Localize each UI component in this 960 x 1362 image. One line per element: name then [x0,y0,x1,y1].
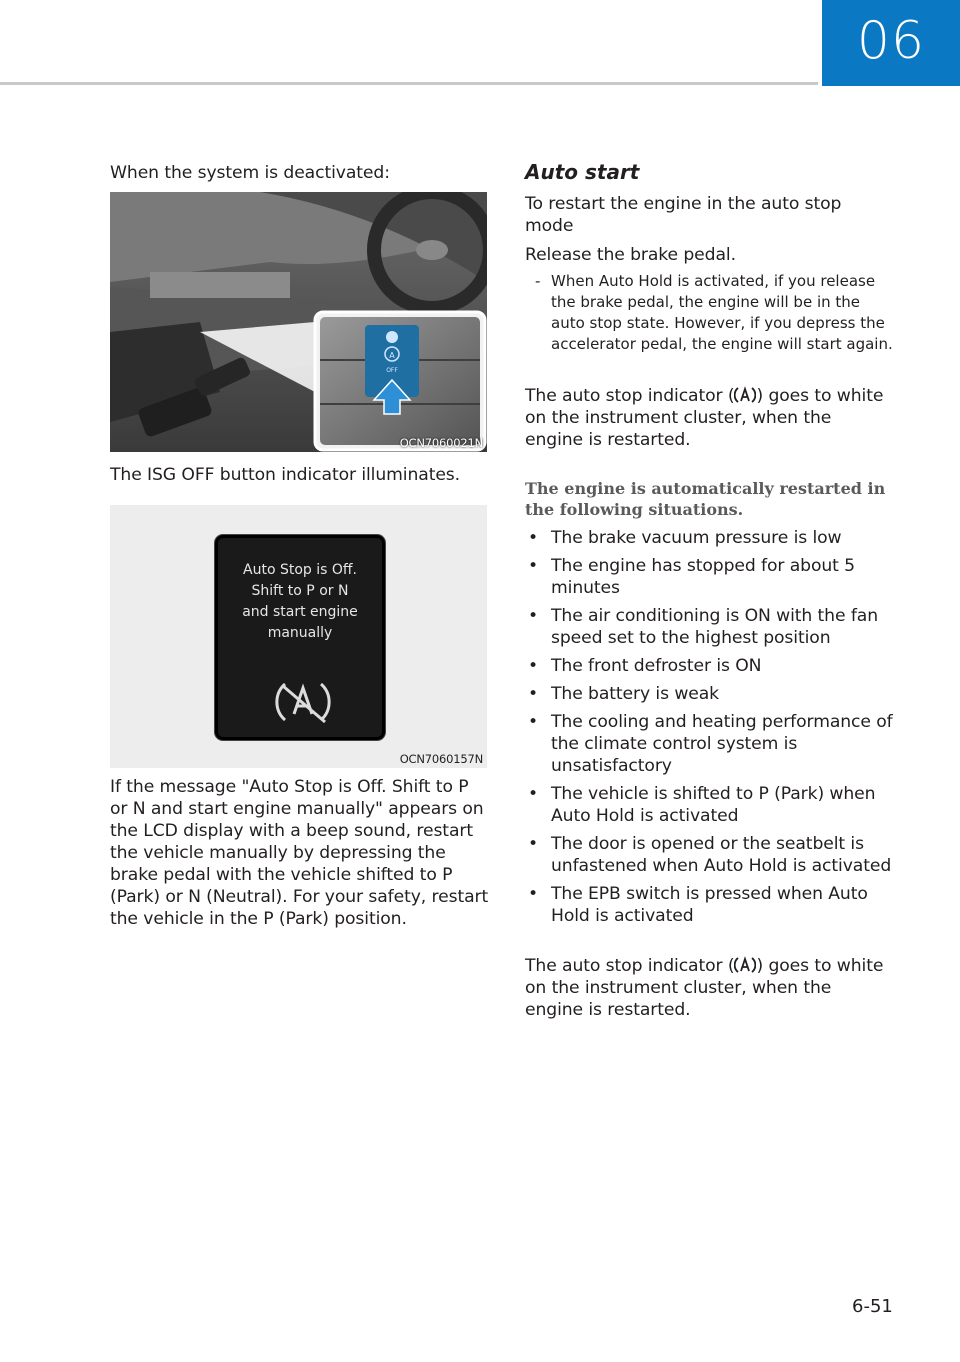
release-brake: Release the brake pedal. [525,245,736,265]
auto-hold-note-text: When Auto Hold is activated, if you release the brake pedal, the engine will be in the auto stop state. However, if you depress the accelerator pedal, the engine will start again. [551,272,893,353]
list-item: • The engine has stopped for about 5 minutes [525,555,910,599]
lcd-line-3: and start engine [242,604,358,620]
header-rule [0,82,818,85]
isg-indicator-text: The ISG OFF button indicator illuminates. [110,465,461,485]
chapter-tab: 06 [822,0,960,86]
section-title: Auto start [525,160,640,184]
dashboard-illustration [110,192,487,452]
lcd-screen [215,535,385,740]
auto-hold-note [525,271,895,355]
list-item: • The vehicle is shifted to P (Park) when Auto Hold is activated [525,783,910,827]
list-item: • The EPB switch is pressed when Auto Hold is activated [525,883,910,927]
lcd-line-1: Auto Stop is Off. [243,562,357,578]
isg-off-button-photo [110,192,487,452]
dash-mark: - [535,272,541,290]
lcd-line-4: manually [267,625,333,641]
list-item: • The door is opened or the seatbelt is unfastened when Auto Hold is activated [525,833,910,877]
indicator-text-before: The auto stop indicator ( [525,956,735,976]
svg-text:A: A [389,351,395,360]
restart-conditions-list [525,527,910,933]
auto-stop-off-icon [273,678,333,726]
figure-code: OCN7060157N [399,752,483,766]
list-item: • The cooling and heating performance of the climate control system is unsatisfactory [525,711,910,777]
page-number: 6-51 [852,1296,893,1317]
list-item: • The battery is weak [525,683,910,705]
lcd-line-2: Shift to P or N [251,583,349,599]
auto-restart-heading: The engine is automatically restarted in the following situations. [525,479,886,519]
indicator-text-before: The auto stop indicator ( [525,386,735,406]
figure-code: OCN7060021N [399,436,483,450]
deactivated-caption: When the system is deactivated: [110,163,390,183]
indicator-text-2 [525,955,885,1021]
message-paragraph: If the message "Auto Stop is Off. Shift to P or N and start engine manually" appears on the LCD display with a beep sound, restart the vehicle manually by depressing the brake pedal with the vehicle shifted to P (Park) or N (Neutral). For your safety, restart the vehicle in the P (Park) position. [110,777,489,929]
button-off-label: OFF [386,367,398,374]
indicator-text-after: ) goes to white on the instrument cluster, when the engine is restarted. [525,386,884,450]
indicator-text-after: ) goes to white on the instrument cluster, when the engine is restarted. [525,956,884,1020]
list-item: • The air conditioning is ON with the fan speed set to the highest position [525,605,910,649]
list-item: • The brake vacuum pressure is low [525,527,910,549]
lcd-message-figure [110,505,487,768]
auto-stop-indicator-icon [734,956,756,974]
indicator-text-1 [525,385,885,451]
list-item: • The front defroster is ON [525,655,910,677]
restart-intro: To restart the engine in the auto stop mode [525,194,842,236]
auto-stop-indicator-icon [734,386,756,404]
